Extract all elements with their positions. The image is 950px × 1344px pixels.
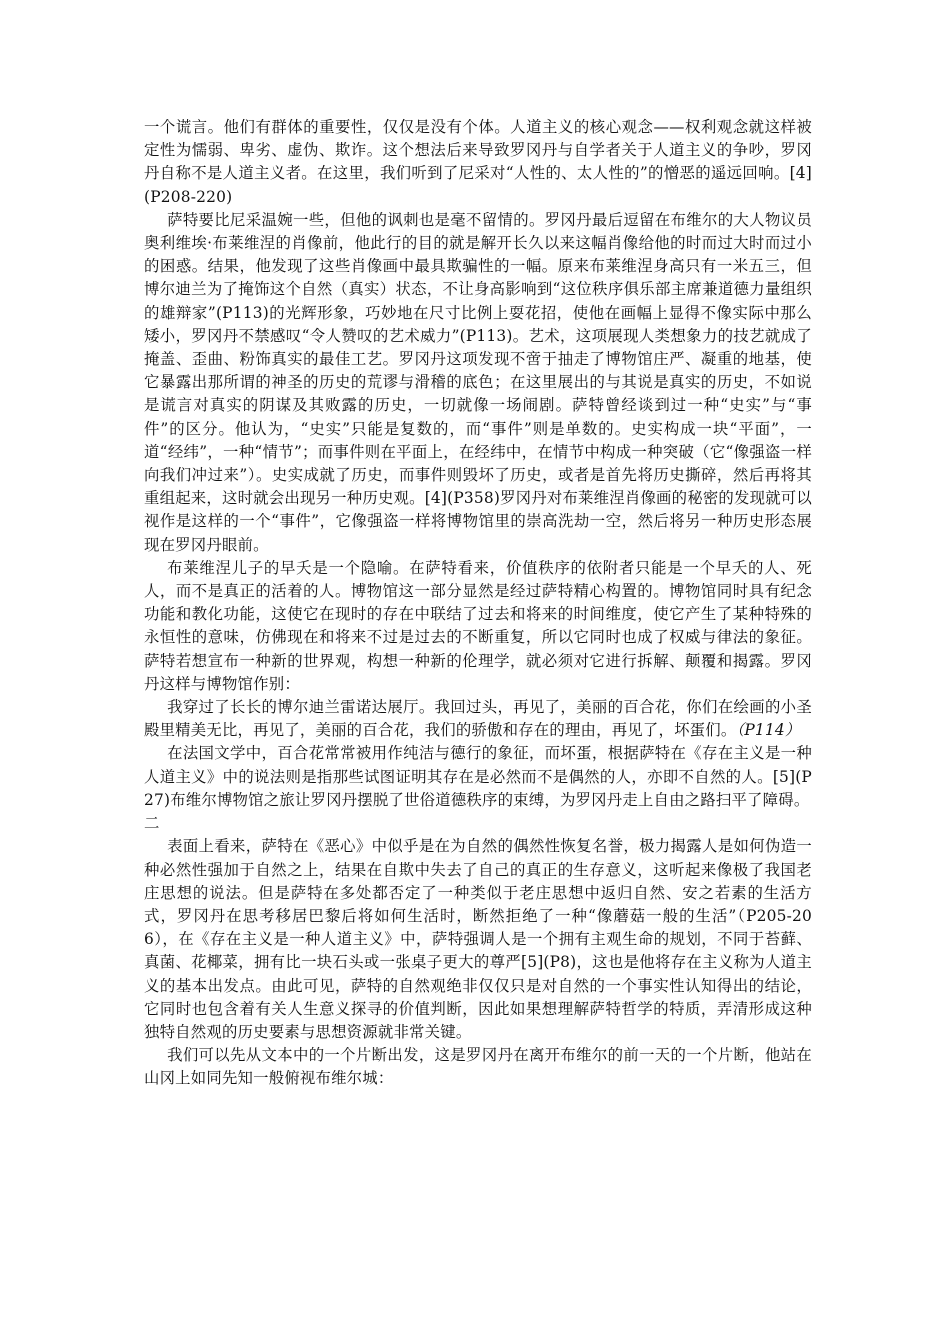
paragraph-6: 我们可以先从文本中的一个片断出发，这是罗冈丹在离开布维尔的前一天的一个片断，他站在山冈上如同先知一般俯视布维尔城：	[144, 1046, 812, 1088]
quote-citation: （P114）	[736, 721, 801, 740]
section-number: 二	[144, 814, 160, 833]
quote-text: 我穿过了长长的博尔迪兰雷诺达展厅。我回过头，再见了，美丽的百合花，你们在绘画的小圣殿里精美无比，再见了，美丽的百合花，我们的骄傲和存在的理由，再见了，坏蛋们。	[144, 698, 812, 740]
block-quote	[144, 696, 812, 742]
document-body	[144, 116, 812, 1091]
paragraph-3: 布莱维涅儿子的早夭是一个隐喻。在萨特看来，价值秩序的依附者只能是一个早夭的人、死人，而不是真正的活着的人。博物馆这一部分显然是经过萨特精心构置的。博物馆同时具有纪念功能和教化功能，这使它在现时的存在中联结了过去和将来的时间维度，使它产生了某种特殊的永恒性的意味，仿佛现在和将来不过是过去的不断重复，所以它同时也成了权威与律法的象征。萨特若想宣布一种新的世界观，构想一种新的伦理学，就必须对它进行拆解、颠覆和揭露。罗冈丹这样与博物馆作别：	[144, 558, 812, 693]
paragraph-1: 一个谎言。他们有群体的重要性，仅仅是没有个体。人道主义的核心观念——权利观念就这样被定性为懦弱、卑劣、虚伪、欺诈。这个想法后来导致罗冈丹与自学者关于人道主义的争吵，罗冈丹自称不是人道主义者。在这里，我们听到了尼采对“人性的、太人性的”的憎恶的遥远回响。[4](P208-220)	[144, 118, 812, 206]
paragraph-4: 在法国文学中，百合花常常被用作纯洁与德行的象征，而坏蛋，根据萨特在《存在主义是一种人道主义》中的说法则是指那些试图证明其存在是必然而不是偶然的人，亦即不自然的人。[5](P27)布维尔博物馆之旅让罗冈丹摆脱了世俗道德秩序的束缚，为罗冈丹走上自由之路扫平了障碍。	[144, 744, 812, 809]
paragraph-2: 萨特要比尼采温婉一些，但他的讽刺也是毫不留情的。罗冈丹最后逗留在布维尔的大人物议员奥利维埃·布莱维涅的肖像前，他此行的目的就是解开长久以来这幅肖像给他的时而过大时而过小的困惑。结果，他发现了这些肖像画中最具欺骗性的一幅。原来布莱维涅身高只有一米五三，但博尔迪兰为了掩饰这个自然（真实）状态，不让身高影响到“这位秩序俱乐部主席兼道德力量组织的雄辩家”(P113)的光辉形象，巧妙地在尺寸比例上耍花招，使他在画幅上显得不像实际中那么矮小，罗冈丹不禁感叹“令人赞叹的艺术威力”(P113)。艺术，这项展现人类想象力的技艺就成了掩盖、歪曲、粉饰真实的最佳工艺。罗冈丹这项发现不啻于抽走了博物馆庄严、凝重的地基，使它暴露出那所谓的神圣的历史的荒谬与滑稽的底色；在这里展出的与其说是真实的历史，不如说是谎言对真实的阴谋及其败露的历史，一切就像一场闹剧。萨特曾经谈到过一种“史实”与“事件”的区分。他认为，“史实”只能是复数的，而“事件”则是单数的。史实构成一块“平面”，一道“经纬”，一种“情节”；而事件则在平面上，在经纬中，在情节中构成一种突破（它“像强盗一样向我们冲过来”）。史实成就了历史，而事件则毁坏了历史，或者是首先将历史撕碎，然后再将其重组起来，这时就会出现另一种历史观。[4](P358)罗冈丹对布莱维涅肖像画的秘密的发现就可以视作是这样的一个“事件”，它像强盗一样将博物馆里的崇高洗劫一空，然后将另一种历史形态展现在罗冈丹眼前。	[144, 210, 812, 554]
paragraph-5: 表面上看来，萨特在《恶心》中似乎是在为自然的偶然性恢复名誉，极力揭露人是如何伪造一种必然性强加于自然之上，结果在自欺中失去了自己的真正的生存意义，这听起来像极了我国老庄思想的说法。但是萨特在多处都否定了一种类似于老庄思想中返归自然、安之若素的生活方式，罗冈丹在思考移居巴黎后将如何生活时，断然拒绝了一种“像蘑菇一般的生活”（P205-206），在《存在主义是一种人道主义》中，萨特强调人是一个拥有主观生命的规划，不同于苔藓、真菌、花椰菜，拥有比一块石头或一张桌子更大的尊严[5](P8)，这也是他将存在主义称为人道主义的基本出发点。由此可见，萨特的自然观绝非仅仅只是对自然的一个事实性认知得出的结论，它同时也包含着有关人生意义探寻的价值判断，因此如果想理解萨特哲学的特质，弄清形成这种独特自然观的历史要素与思想资源就非常关键。	[144, 837, 812, 1041]
